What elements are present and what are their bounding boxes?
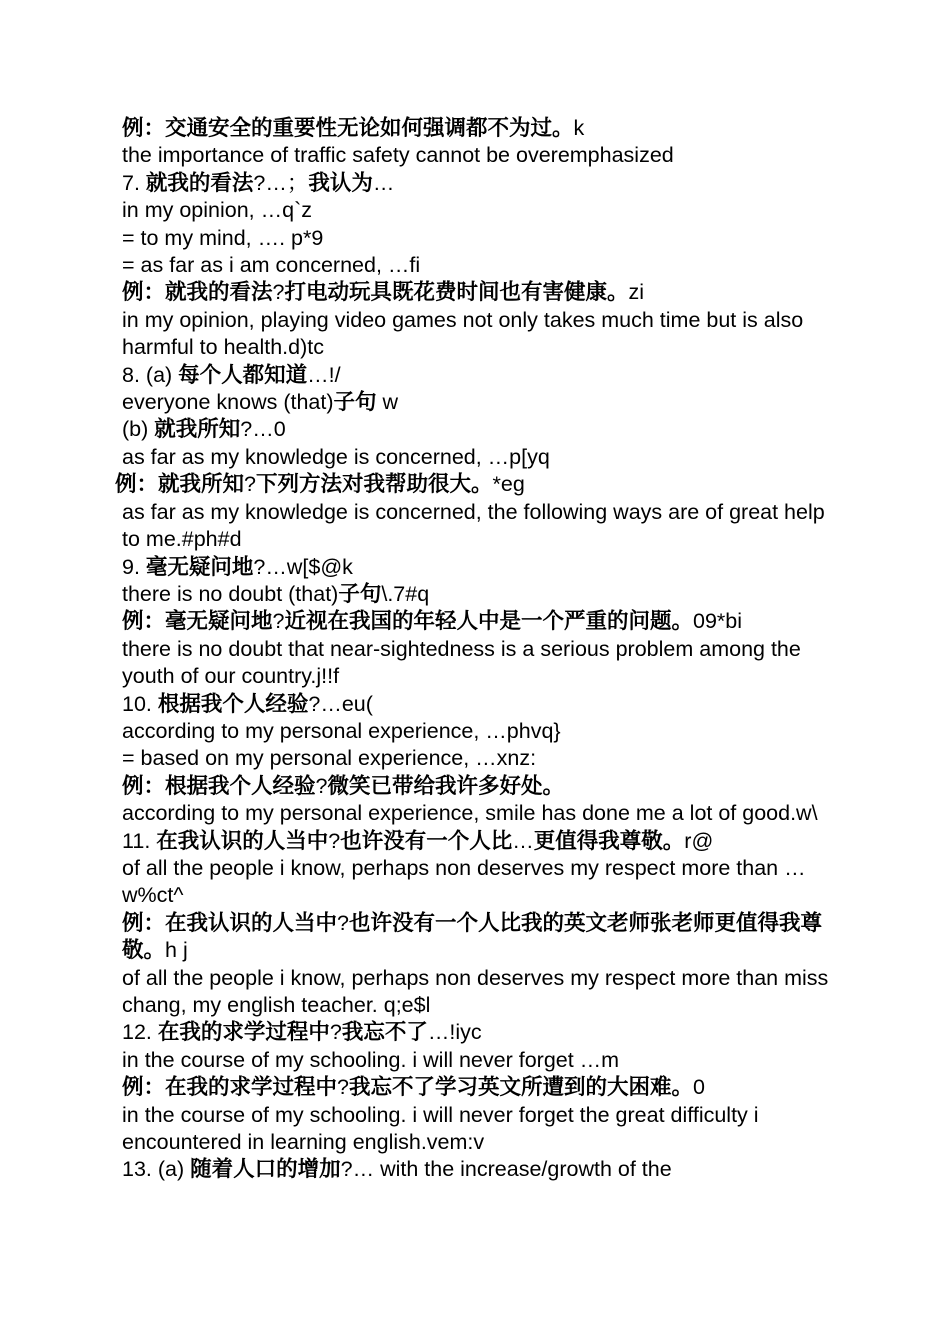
text-segment: there is no doubt that near-sightedness is a serious problem among the youth of our country.j!!f — [122, 636, 801, 689]
bold-text-segment: 毫无疑问地 — [145, 554, 254, 579]
bold-text-segment: 例：根据我个人经验 — [122, 773, 316, 798]
bold-text-segment: 例：就我所知 — [115, 472, 245, 497]
text-segment: in the course of my schooling. i will never forget the great difficulty i encountered in learning english.vem:v — [122, 1102, 759, 1155]
bold-text-segment: 随着人口的增加 — [190, 1157, 341, 1182]
text-line — [115, 499, 840, 554]
text-segment: ? — [337, 910, 349, 935]
text-line — [115, 1019, 840, 1046]
text-segment: … — [512, 828, 534, 853]
text-segment: ?…w[$@k — [253, 554, 353, 579]
text-line — [115, 307, 840, 362]
text-segment: ? — [315, 773, 328, 798]
text-line — [115, 1156, 840, 1183]
text-line — [115, 142, 840, 169]
text-segment: zi — [628, 280, 645, 305]
text-line — [115, 444, 840, 471]
text-segment: 8. (a) — [122, 362, 179, 387]
text-segment: the importance of traffic safety cannot be overemphasized — [122, 143, 674, 168]
text-line — [115, 279, 840, 306]
text-line — [115, 225, 840, 252]
text-segment: 7. — [122, 170, 146, 195]
text-line — [115, 362, 840, 389]
text-segment: of all the people i know, perhaps non deserves my respect more than miss chang, my english teacher. q;e$l — [122, 965, 829, 1017]
text-segment: ? — [328, 828, 341, 853]
text-line — [115, 608, 840, 635]
text-line — [115, 389, 840, 416]
text-segment: \.7#q — [381, 581, 430, 606]
text-segment: of all the people i know, perhaps non deserves my respect more than …w%ct^ — [122, 855, 806, 908]
text-segment: … — [372, 170, 395, 195]
bold-text-segment: 子句 — [333, 390, 377, 415]
text-line — [115, 581, 840, 608]
bold-text-segment: 我忘不了学习英文所遭到的大困难。 — [348, 1075, 693, 1100]
text-segment: according to my personal experience, …phvq} — [122, 718, 561, 743]
bold-text-segment: 在我认识的人当中 — [156, 828, 329, 853]
text-line — [115, 416, 840, 443]
bold-text-segment: 我忘不了 — [341, 1020, 428, 1045]
bold-text-segment: 子句 — [338, 581, 382, 606]
text-segment: as far as my knowledge is concerned, …p[yq — [122, 444, 550, 469]
text-line — [115, 718, 840, 745]
bold-text-segment: 打电动玩具既花费时间也有害健康。 — [284, 280, 629, 305]
bold-text-segment: 我认为 — [308, 170, 373, 195]
text-line — [115, 554, 840, 581]
text-line — [115, 800, 840, 827]
bold-text-segment: 例：就我的看法 — [122, 280, 273, 305]
text-segment: ?…eu( — [308, 691, 373, 716]
bold-text-segment: 每个人都知道 — [178, 362, 308, 387]
text-segment: ? — [272, 609, 285, 634]
bold-text-segment: 下列方法对我帮助很大。 — [255, 472, 493, 497]
text-line — [115, 1074, 840, 1101]
document-body — [115, 115, 840, 1184]
text-segment: …!/ — [307, 362, 341, 387]
text-line — [115, 855, 840, 910]
bold-text-segment: 例：毫无疑问地 — [122, 609, 273, 634]
bold-text-segment: 近视在我国的年轻人中是一个严重的问题。 — [284, 609, 693, 634]
text-segment: according to my personal experience, smile has done me a lot of good.w\ — [122, 801, 818, 826]
text-segment: ? — [244, 472, 256, 497]
bold-text-segment: 根据我个人经验 — [157, 691, 309, 716]
text-segment: r@ — [684, 828, 714, 853]
text-segment: = as far as i am concerned, …fi — [122, 253, 421, 278]
text-segment: …!iyc — [427, 1020, 482, 1045]
text-line — [115, 636, 840, 691]
text-segment: 12. — [122, 1020, 158, 1045]
text-line — [115, 471, 840, 498]
text-line — [115, 252, 840, 279]
text-segment: (b) — [122, 417, 155, 442]
text-segment: everyone knows (that) — [122, 390, 334, 415]
text-line — [115, 691, 840, 718]
text-segment: 09*bi — [693, 609, 743, 634]
text-segment: ?… with the increase/growth of the — [340, 1157, 672, 1182]
text-line — [115, 965, 840, 1020]
bold-text-segment: 微笑已带给我许多好处。 — [327, 773, 564, 798]
text-segment: 11. — [122, 828, 157, 853]
text-segment: h j — [165, 938, 188, 963]
bold-text-segment: 也许没有一个人比我的英文老师张老师更值得我尊敬。 — [122, 910, 822, 963]
text-segment: ? — [272, 280, 285, 305]
text-segment: w — [376, 390, 399, 415]
text-segment: = based on my personal experience, …xnz: — [122, 746, 537, 771]
text-segment: ? — [329, 1020, 342, 1045]
text-line — [115, 115, 840, 142]
text-segment: k — [573, 116, 585, 140]
bold-text-segment: 例：在我认识的人当中 — [122, 910, 338, 935]
text-line — [115, 828, 840, 855]
bold-text-segment: 就我的看法 — [145, 170, 254, 195]
bold-text-segment: 更值得我尊敬。 — [533, 828, 685, 853]
bold-text-segment: 例：在我的求学过程中 — [122, 1075, 338, 1100]
text-segment: as far as my knowledge is concerned, the following ways are of great help to me.#ph#d — [122, 499, 825, 552]
text-segment: 10. — [122, 691, 158, 716]
text-segment: 0 — [693, 1075, 705, 1100]
bold-text-segment: 在我的求学过程中 — [157, 1020, 330, 1045]
text-segment: = to my mind, …. p*9 — [122, 225, 324, 250]
text-segment: 9. — [122, 554, 146, 579]
bold-text-segment: 也许没有一个人比 — [340, 828, 513, 853]
text-line — [115, 910, 840, 965]
text-segment: in my opinion, playing video games not only takes much time but is also harmful to health.d)tc — [122, 307, 804, 360]
text-segment: in my opinion, …q`z — [122, 198, 312, 223]
text-line — [115, 197, 840, 224]
text-line — [115, 170, 840, 197]
text-line — [115, 1102, 840, 1157]
bold-text-segment: 就我所知 — [154, 417, 241, 442]
bold-text-segment: 例：交通安全的重要性无论如何强调都不为过。 — [122, 116, 574, 140]
text-segment: ?…0 — [240, 417, 286, 442]
text-segment: *eg — [492, 472, 525, 497]
text-segment: ?…； — [253, 170, 309, 195]
text-line — [115, 773, 840, 800]
text-line — [115, 745, 840, 772]
text-segment: ? — [337, 1075, 349, 1100]
text-line — [115, 1047, 840, 1074]
text-segment: 13. (a) — [122, 1157, 191, 1182]
text-segment: in the course of my schooling. i will never forget …m — [122, 1047, 620, 1072]
text-segment: there is no doubt (that) — [122, 581, 339, 606]
